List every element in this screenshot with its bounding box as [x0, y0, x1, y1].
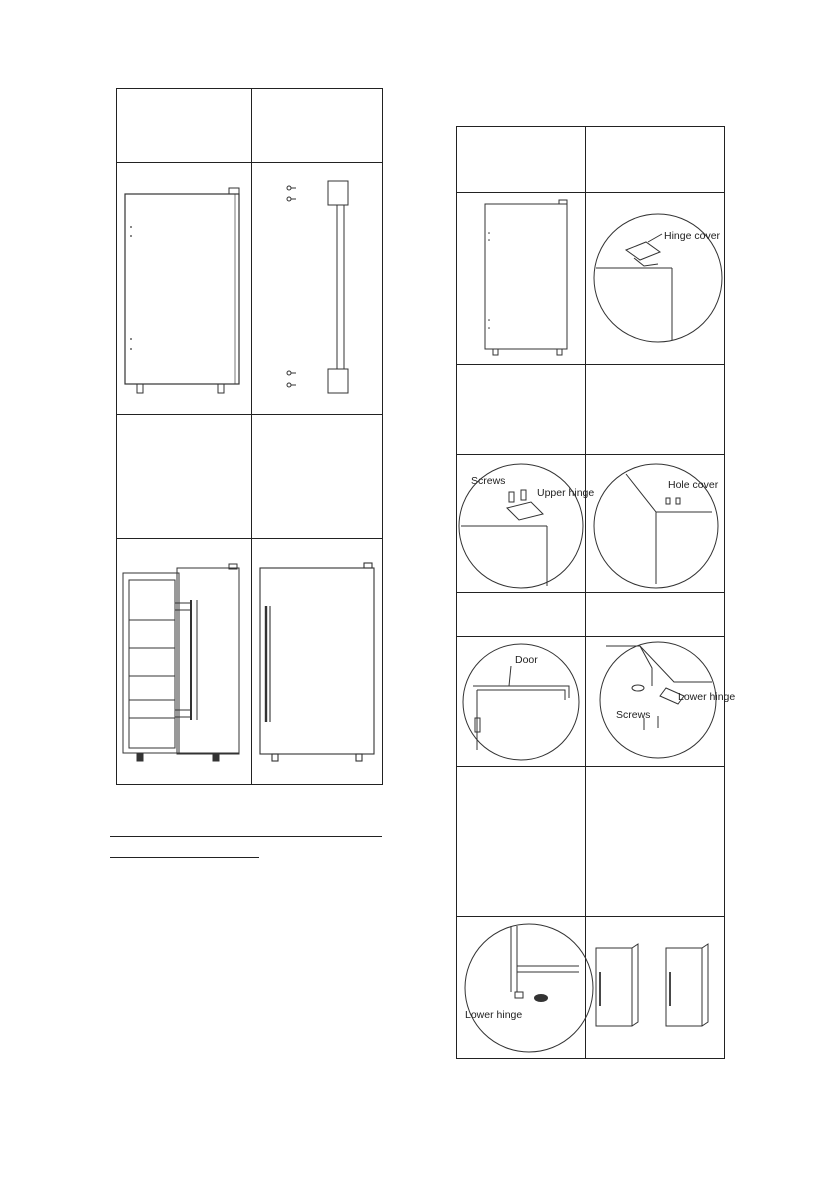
image-cell: [457, 193, 586, 365]
table-row: [457, 365, 725, 455]
empty-text-cell: [586, 127, 725, 193]
door-label: Door: [515, 653, 538, 666]
table-row: [457, 917, 725, 1059]
empty-text-cell: [252, 89, 383, 163]
lower-hinge-label-right: Lower hinge: [678, 690, 736, 703]
empty-text-cell: [457, 593, 586, 637]
lower-hinge-label-left: Lower hinge: [465, 1008, 523, 1021]
image-cell: [252, 539, 383, 785]
handle-installation-table: [116, 88, 383, 785]
table-row: [457, 455, 725, 593]
image-cell: [252, 163, 383, 415]
lower-hinge-screws-detail-icon: [586, 638, 736, 766]
table-row: [457, 127, 725, 193]
table-row: [457, 593, 725, 637]
table-row: [117, 89, 383, 163]
screws-label-lower: Screws: [616, 708, 651, 721]
upper-hinge-screws-detail-icon: [457, 456, 595, 592]
door-detail-icon: [457, 638, 585, 766]
image-cell: [457, 455, 595, 593]
upper-hinge-label: Upper hinge: [537, 486, 595, 499]
table-row: [457, 637, 725, 767]
hinge-cover-detail-icon: [586, 194, 725, 364]
image-cell: [117, 163, 252, 415]
fridge-body-icon: [457, 194, 585, 364]
fridge-with-handle-icon: [252, 540, 383, 784]
empty-text-cell: [457, 767, 586, 917]
empty-text-cell: [586, 593, 725, 637]
table-row: [457, 767, 725, 917]
screws-label: Screws: [471, 474, 506, 487]
empty-text-cell: [457, 127, 586, 193]
image-cell: [586, 917, 725, 1059]
table-row: [457, 193, 725, 365]
text-underline: [110, 836, 382, 837]
image-cell: [457, 637, 586, 767]
lower-hinge-detail-icon: [457, 918, 585, 1058]
fridges-side-by-side-icon: [586, 918, 725, 1058]
empty-text-cell: [252, 415, 383, 539]
fridge-open-door-icon: [117, 540, 251, 784]
image-cell: [117, 539, 252, 785]
empty-text-cell: [117, 415, 252, 539]
door-reversal-table: [456, 126, 736, 1059]
empty-text-cell: [586, 767, 725, 917]
hinge-cover-label: Hinge cover: [664, 229, 721, 242]
empty-text-cell: [117, 89, 252, 163]
hole-cover-detail-icon: [586, 456, 725, 592]
image-cell: [586, 637, 736, 767]
table-row: [117, 163, 383, 415]
empty-text-cell: [457, 365, 586, 455]
text-underline: [110, 857, 259, 858]
fridge-body-icon: [117, 164, 251, 414]
hole-cover-label: Hole cover: [668, 478, 719, 491]
table-row: [117, 539, 383, 785]
image-cell: [457, 917, 586, 1059]
empty-text-cell: [586, 365, 725, 455]
table-row: [117, 415, 383, 539]
image-cell: [586, 455, 725, 593]
door-handle-icon: [252, 164, 383, 414]
image-cell: [586, 193, 725, 365]
